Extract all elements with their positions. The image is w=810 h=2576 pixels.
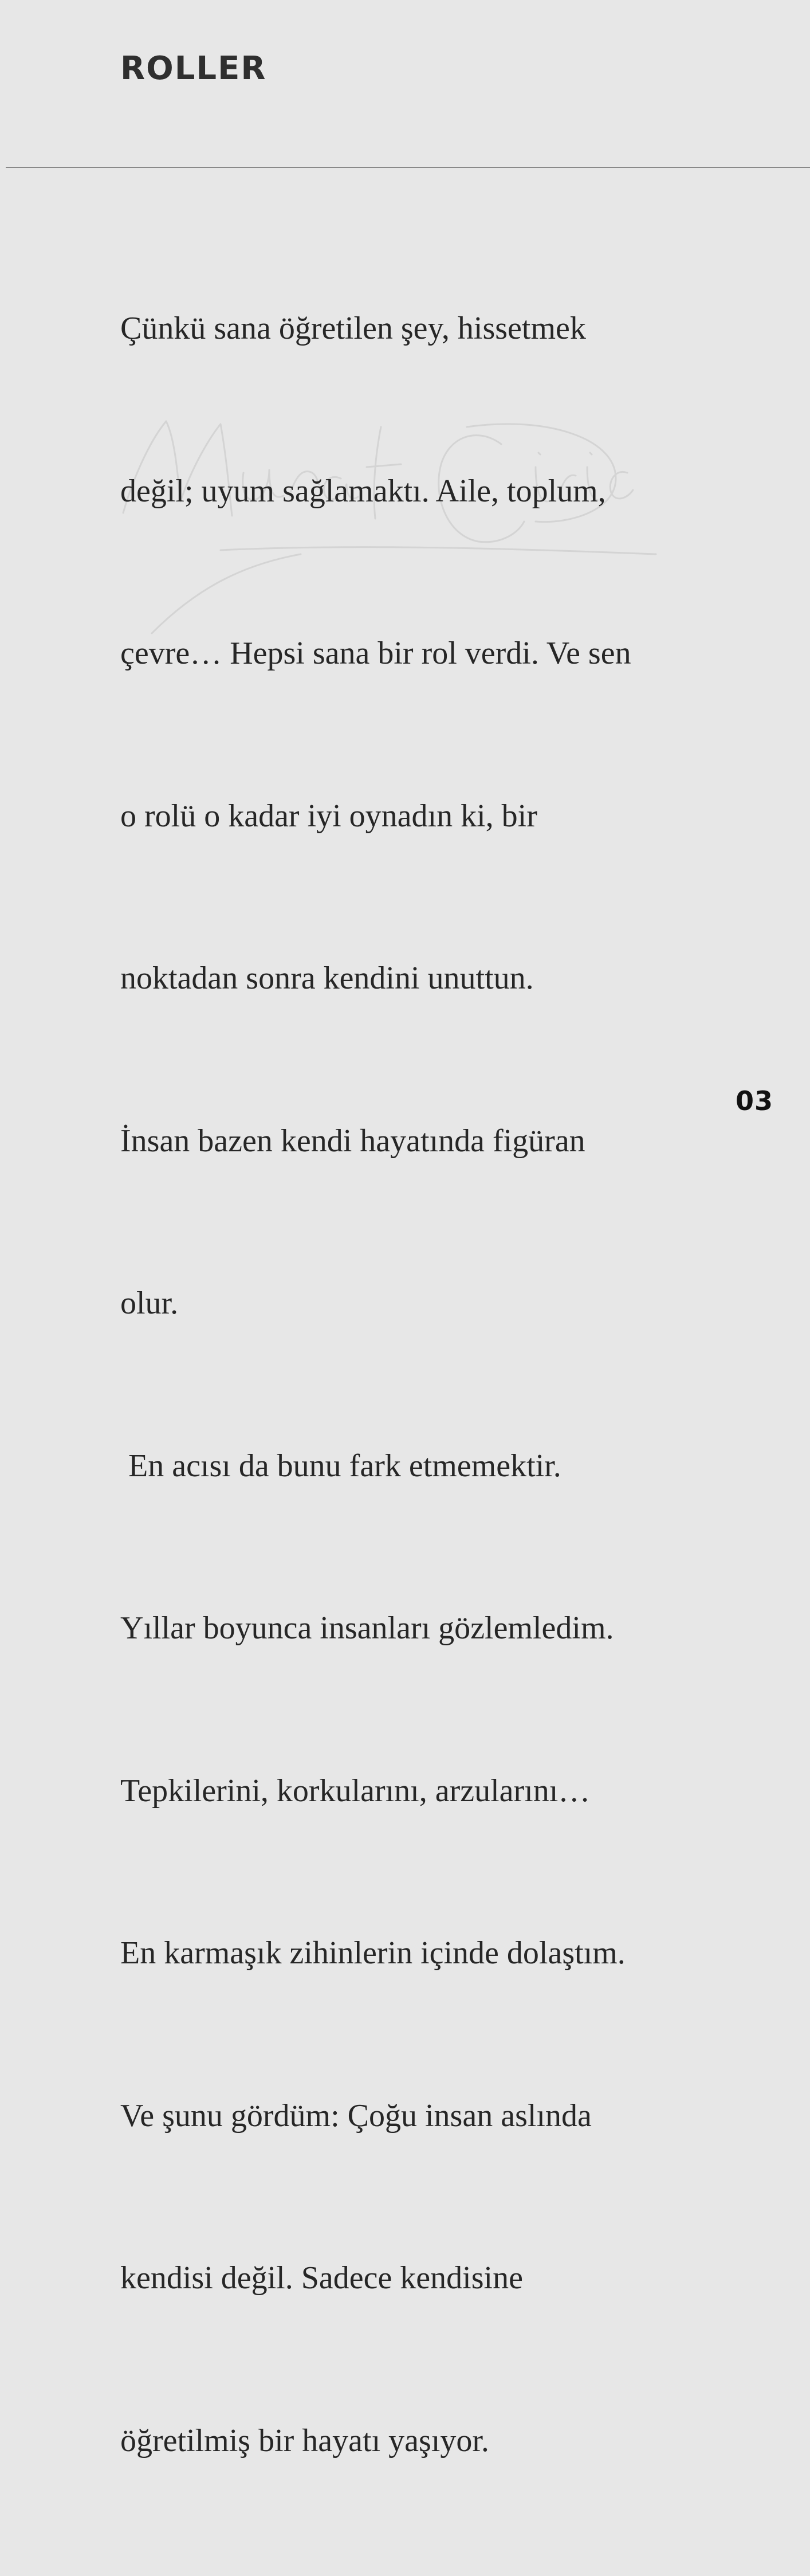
page-title: ROLLER bbox=[120, 50, 267, 87]
text-line: kendisi değil. Sadece kendisine bbox=[120, 2260, 523, 2296]
text-line: öğretilmiş bir hayatı yaşıyor. bbox=[120, 2422, 489, 2459]
text-line: olur. bbox=[120, 1285, 179, 1321]
page-number: 03 bbox=[735, 1085, 773, 1116]
text-line: çevre… Hepsi sana bir rol verdi. Ve sen bbox=[120, 636, 631, 671]
text-line: İnsan bazen kendi hayatında figüran bbox=[120, 1123, 585, 1159]
text-line: noktadan sonra kendini unuttun. bbox=[120, 960, 534, 996]
text-line: En acısı da bunu fark etmemektir. bbox=[120, 1448, 561, 1484]
text-line: Tepkilerini, korkularını, arzularını… bbox=[120, 1773, 591, 1809]
text-line: Ve şunu gördüm: Çoğu insan aslında bbox=[120, 2097, 592, 2134]
text-line: Yıllar boyunca insanları gözlemledim. bbox=[120, 1610, 614, 1646]
text-line: değil; uyum sağlamaktı. Aile, toplum, bbox=[120, 473, 606, 509]
text-line: Çünkü sana öğretilen şey, hissetmek bbox=[120, 311, 586, 346]
header-divider bbox=[6, 167, 810, 168]
body-paragraph bbox=[120, 193, 705, 2576]
text-line: o rolü o kadar iyi oynadın ki, bir bbox=[120, 798, 537, 834]
text-line: En karmaşık zihinlerin içinde dolaştım. bbox=[120, 1935, 626, 1971]
